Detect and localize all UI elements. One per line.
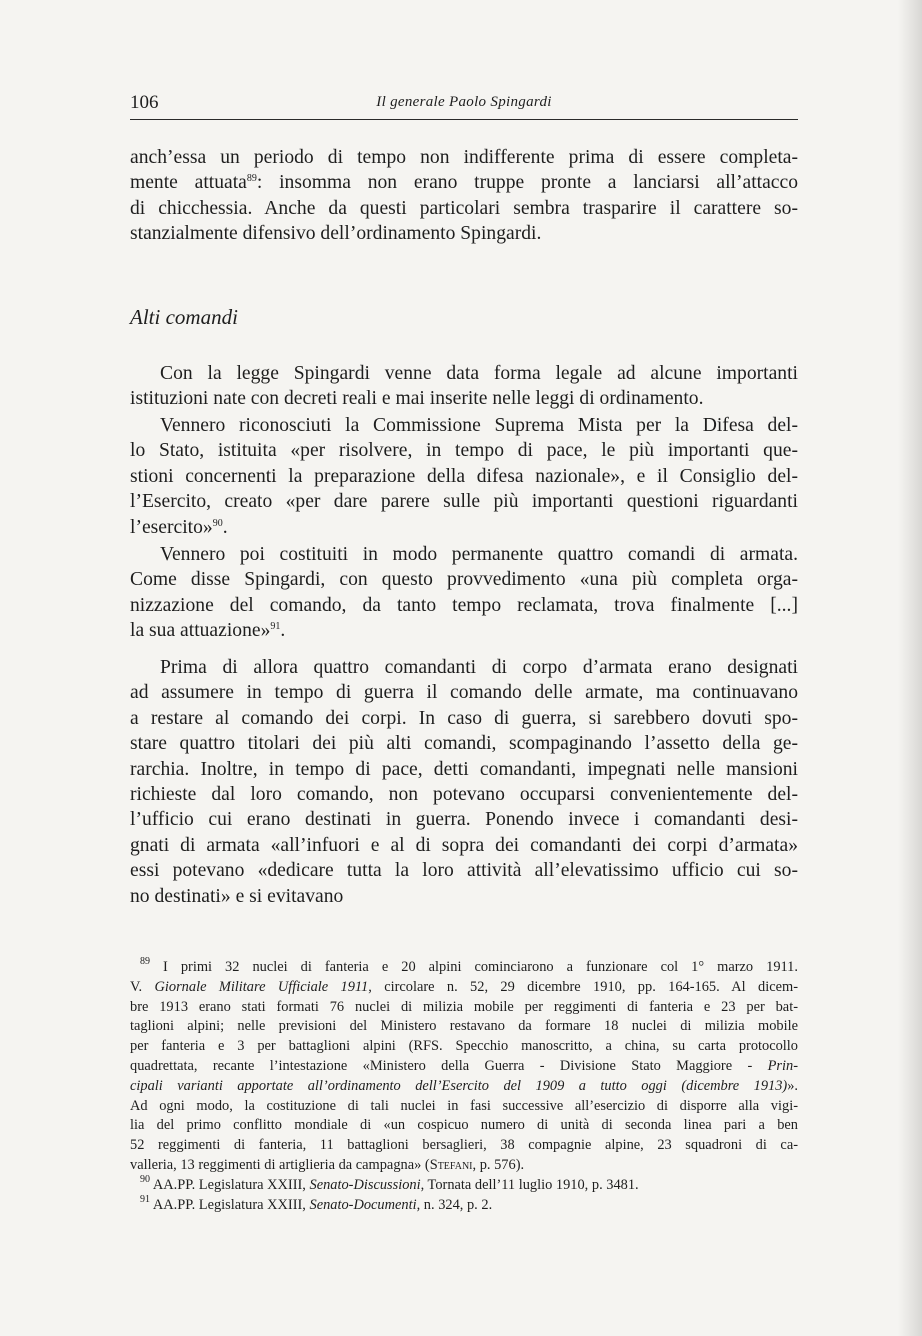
text-line: Prima di allora quattro comandanti di corpo d’armata erano designati [160, 657, 798, 678]
footnote-90 [130, 1173, 798, 1196]
footnote-marker: 89 [140, 956, 150, 967]
footnote-line: taglioni alpini; nelle previsioni del Ministero restavano da formare 18 nuclei di milizia mobile [130, 1018, 798, 1035]
text-line: Con la legge Spingardi venne data forma legale ad alcune importanti [160, 363, 798, 384]
footnote-marker: 90 [140, 1173, 150, 1185]
text-line: Vennero poi costituiti in modo permanente quattro comandi di armata. [160, 544, 798, 565]
footnote-line: Ad ogni modo, la costituzione di tali nuclei in fasi successive all’esercizio di disporre alla vigi- [130, 1097, 798, 1114]
paragraph-2 [130, 361, 798, 412]
footnotes [130, 958, 798, 1215]
text-line: mente attuata$^{89}$: insomma non erano truppe pronte a lanciarsi all’attacco [130, 172, 798, 194]
text-line: l’Esercito, creato «per dare parere sulle più importanti questioni riguardanti [130, 491, 798, 513]
text-line: rarchia. Inoltre, in tempo di pace, detti comandanti, impegnati nelle mansioni [130, 758, 798, 780]
text-line: istituzioni nate con decreti reali e mai inserite nelle leggi di ordinamento. [130, 388, 704, 410]
page-number: 106 [130, 92, 159, 113]
running-title: Il generale Paolo Spingardi [376, 94, 552, 110]
footnote-line: $^{91}$ AA.PP. Legislatura XXIII, Senato-Documenti, n. 324, p. 2. [140, 1193, 493, 1213]
paragraph-3 [130, 413, 798, 540]
text-line: di chicchessia. Anche da questi particolari sembra trasparire il carattere so- [130, 197, 798, 219]
text-line: ad assumere in tempo di guerra il comando delle armate, ma continuavano [130, 682, 798, 704]
footnote-line: quadrettata, recante l’intestazione «Ministero della Guerra - Divisione Stato Maggiore - Prin- [130, 1057, 798, 1074]
text-line: nizzazione del comando, da tanto tempo reclamata, trova finalmente [...] [130, 594, 798, 616]
text-line: Come disse Spingardi, con questo provvedimento «una più completa orga- [130, 569, 798, 591]
footnote-line: $^{89}$ I primi 32 nuclei di fanteria e 20 alpini cominciarono a funzionare col 1° marzo 1911. [140, 956, 798, 975]
text-line: la sua attuazione»$^{91}$. [130, 620, 286, 642]
text-line: l’esercito»$^{90}$. [130, 516, 228, 538]
footnote-89 [130, 958, 798, 1176]
footnote-line: lia del primo conflitto mondiale di «un cospicuo numero di unità di seconda linea pari a ben [130, 1117, 798, 1134]
text-line: stare quattro titolari dei più alti comandi, scompaginando l’assetto della ge- [130, 733, 798, 755]
text-line: gnati di armata «all’infuori e al di sopra dei comandanti dei corpi d’armata» [130, 834, 798, 856]
running-header [130, 89, 798, 120]
text-line: Vennero riconosciuti la Commissione Suprema Mista per la Difesa del- [160, 415, 798, 436]
text-line: essi potevano «dedicare tutta la loro attività all’elevatissimo ufficio cui so- [130, 860, 798, 882]
footnote-line: bre 1913 erano stati formati 76 nuclei di milizia mobile per reggimenti di fanteria e 23 per bat- [130, 998, 798, 1015]
paragraph-1 [130, 145, 798, 247]
footnote-line: V. Giornale Militare Ufficiale 1911, circolare n. 52, 29 dicembre 1910, pp. 164-165. Al dicem- [130, 978, 798, 995]
footnote-91 [130, 1193, 798, 1216]
paragraph-5 [130, 655, 798, 909]
page-edge-shadow [898, 0, 922, 1336]
text-line: richieste dal loro comando, non potevano occuparsi convenientemente del- [130, 784, 798, 806]
section-heading: Alti comandi [130, 305, 238, 329]
text-line: stanzialmente difensivo dell’ordinamento Spingardi. [130, 223, 542, 245]
text-line: a restare al comando dei corpi. In caso di guerra, si sarebbero dovuti spo- [130, 707, 798, 729]
footnote-marker: 91 [140, 1193, 150, 1205]
text-line: stioni concernenti la preparazione della difesa nazionale», e il Consiglio del- [130, 465, 798, 487]
footnote-ref-89: 89 [246, 173, 257, 185]
text-line: lo Stato, istituita «per risolvere, in tempo di pace, le più importanti que- [130, 440, 798, 462]
paragraph-4 [130, 542, 798, 644]
footnote-line: 52 reggimenti di fanteria, 11 battaglioni bersaglieri, 38 compagnie alpine, 23 squadroni di ca- [130, 1137, 798, 1154]
footnote-line: $^{90}$ AA.PP. Legislatura XXIII, Senato-Discussioni, Tornata dell’11 luglio 1910, p. 3481. [140, 1173, 639, 1193]
text-line: no destinati» e si evitavano [130, 885, 344, 907]
text-line: l’ufficio cui erano destinati in guerra. Ponendo invece i comandanti desi- [130, 809, 798, 831]
footnote-line: per fanteria e 3 per battaglioni alpini (RFS. Specchio manoscritto, a china, su carta protocollo [130, 1038, 798, 1055]
footnote-line: cipali varianti apportate all’ordinamento dell’Esercito del 1909 a tutto oggi (dicembre 1913)». [130, 1077, 798, 1094]
footnote-line: valleria, 13 reggimenti di artiglieria da campagna» (Stefani, p. 576). [130, 1156, 525, 1173]
text-line: anch’essa un periodo di tempo non indifferente prima di essere completa- [130, 147, 798, 168]
footnote-ref-91: 91 [270, 621, 281, 633]
footnote-ref-90: 90 [212, 517, 223, 529]
